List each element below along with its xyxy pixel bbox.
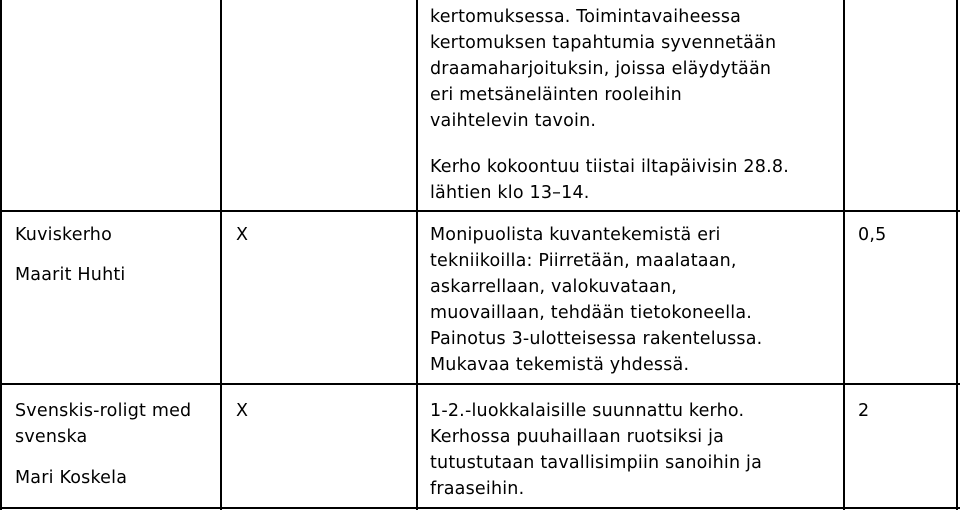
row2-desc-line: muovaillaan, tehdään tietokoneella. (430, 303, 753, 323)
table-border-left (0, 0, 2, 510)
row1-desc-line: vaihtelevin tavoin. (430, 111, 597, 131)
row3-desc-line: fraaseihin. (430, 479, 525, 499)
row2-x-mark: X (236, 225, 249, 245)
row2-desc-line: tekniikoilla: Piirretään, maalataan, (430, 251, 737, 271)
table-border-col2 (220, 0, 222, 510)
row1-description (430, 4, 776, 134)
row3-club-name (15, 398, 191, 450)
row2-club-name: Kuviskerho (15, 225, 112, 245)
table-border-bottom (0, 507, 960, 509)
row2-desc-line: Monipuolista kuvantekemistä eri (430, 225, 721, 245)
row2-desc-line: askarrellaan, valokuvataan, (430, 277, 678, 297)
row1-desc-line: kertomuksessa. Toimintavaiheessa (430, 7, 742, 27)
row3-x-mark: X (236, 401, 249, 421)
row2-teacher: Maarit Huhti (15, 265, 126, 285)
row3-hours: 2 (858, 401, 870, 421)
row3-desc-line: 1-2.-luokkalaisille suunnattu kerho. (430, 401, 745, 421)
row3-description (430, 398, 762, 502)
row3-name-line: svenska (15, 427, 88, 447)
row2-desc-line: Painotus 3-ulotteisessa rakentelussa. (430, 329, 763, 349)
table-border-right (956, 0, 958, 510)
row3-desc-line: tutustutaan tavallisimpiin sanoihin ja (430, 453, 762, 473)
row1-desc-line: kertomuksen tapahtumia syvennetään (430, 33, 777, 53)
row3-name-line: Svenskis-roligt med (15, 401, 192, 421)
row2-description (430, 222, 762, 378)
row-divider-1 (0, 210, 960, 212)
row3-teacher: Mari Koskela (15, 468, 128, 488)
row-divider-2 (0, 383, 960, 385)
row1-desc-line: draamaharjoituksin, joissa eläydytään (430, 59, 772, 79)
row1-schedule (430, 154, 789, 206)
row1-schedule-line: Kerho kokoontuu tiistai iltapäivisin 28.8. (430, 157, 789, 177)
row1-desc-line: eri metsäneläinten rooleihin (430, 85, 682, 105)
row2-hours: 0,5 (858, 225, 887, 245)
table-border-col4 (843, 0, 845, 510)
row2-desc-line: Mukavaa tekemistä yhdessä. (430, 355, 690, 375)
table-border-col3 (416, 0, 418, 510)
row3-desc-line: Kerhossa puuhaillaan ruotsiksi ja (430, 427, 725, 447)
row1-schedule-line: lähtien klo 13–14. (430, 183, 590, 203)
